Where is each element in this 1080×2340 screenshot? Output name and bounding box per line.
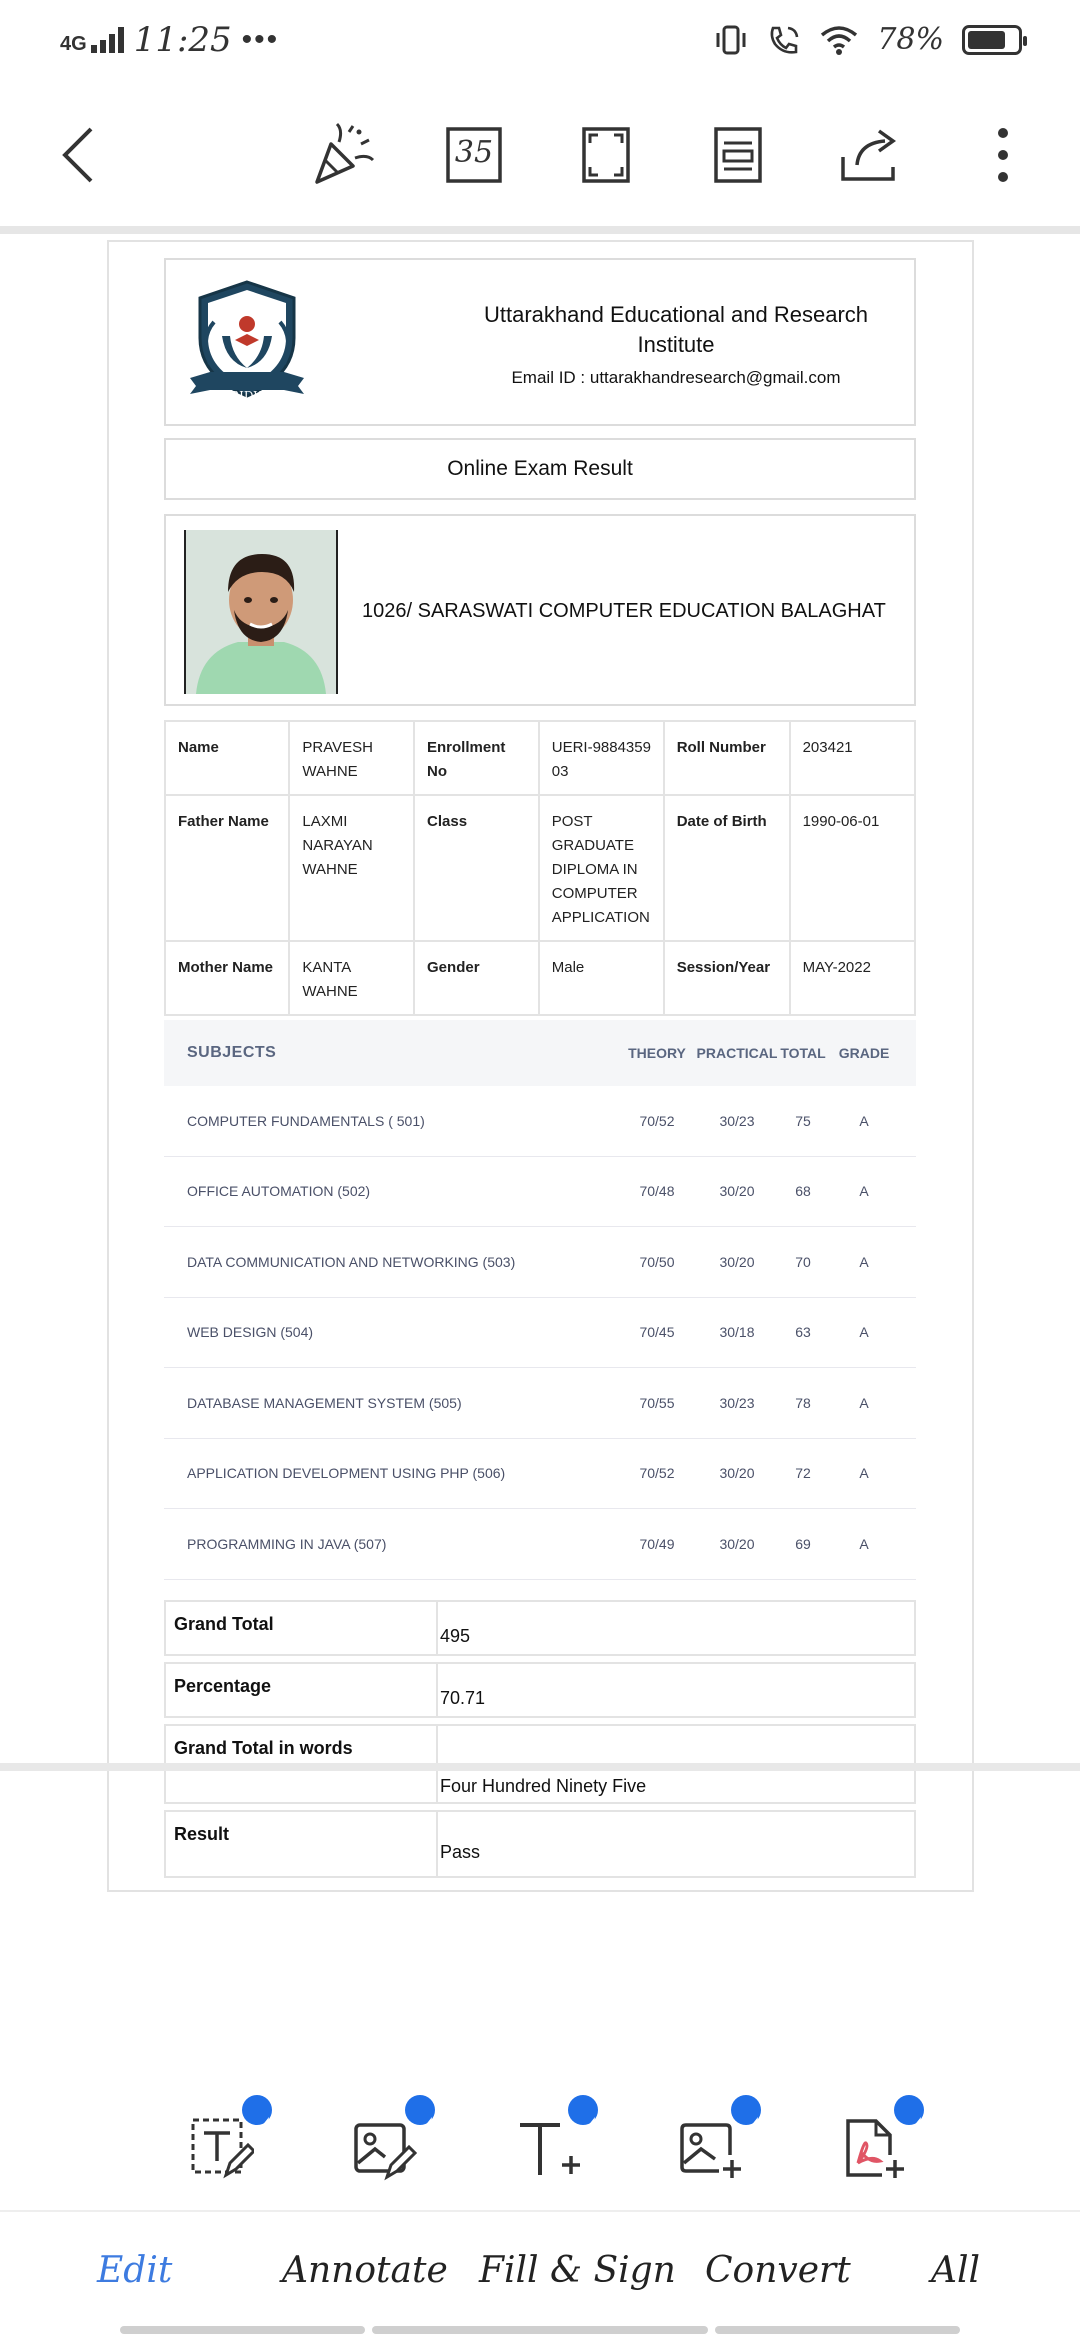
back-arrow-icon <box>59 125 99 185</box>
lightning-icon <box>423 2117 437 2135</box>
subject-row <box>164 1439 916 1510</box>
edit-image-tool[interactable] <box>335 2095 435 2195</box>
result-label: Result <box>166 1812 438 1876</box>
subject-row <box>164 1298 916 1369</box>
student-info-table <box>164 720 916 1016</box>
subject-row <box>164 1157 916 1228</box>
info-row <box>165 941 915 1015</box>
father-label: Father Name <box>165 795 289 941</box>
lightning-icon <box>749 2117 763 2135</box>
toolbar-divider <box>0 226 1080 234</box>
mother-label: Mother Name <box>165 941 289 1015</box>
theory-marks: 70/52 <box>639 1465 675 1482</box>
theory-header: THEORY <box>628 1045 686 1061</box>
subject-name: APPLICATION DEVELOPMENT USING PHP (506) <box>187 1465 506 1482</box>
page-number: 35 <box>454 135 494 170</box>
total-marks: 70 <box>795 1253 811 1270</box>
page-jump-button[interactable] <box>439 120 509 190</box>
subject-name: DATABASE MANAGEMENT SYSTEM (505) <box>187 1394 462 1411</box>
more-options-button[interactable] <box>968 120 1038 190</box>
premium-badge <box>731 2095 761 2125</box>
tab-edit[interactable]: Edit <box>97 2250 173 2291</box>
document-layout-icon <box>713 125 763 185</box>
total-header: TOTAL <box>780 1045 826 1061</box>
grade-value: A <box>859 1394 869 1411</box>
info-row <box>165 721 915 795</box>
subject-rows <box>164 1086 916 1580</box>
top-toolbar <box>0 110 1080 200</box>
subject-row <box>164 1086 916 1157</box>
class-value: POST GRADUATE DIPLOMA IN COMPUTER APPLICATION <box>539 795 664 941</box>
network-indicator <box>60 27 124 53</box>
tab-convert[interactable]: Convert <box>705 2250 851 2291</box>
mother-name: KANTA WAHNE <box>289 941 414 1015</box>
grand-total-label: Grand Total <box>166 1602 438 1654</box>
theory-marks: 70/49 <box>639 1535 675 1552</box>
subject-name: OFFICE AUTOMATION (502) <box>187 1183 371 1200</box>
fit-screen-button[interactable] <box>571 120 641 190</box>
bottom-tabs <box>0 2250 1080 2310</box>
practical-marks: 30/20 <box>719 1253 755 1270</box>
result-title: Online Exam Result <box>164 438 916 500</box>
subject-row <box>164 1368 916 1439</box>
subject-name: WEB DESIGN (504) <box>187 1324 314 1341</box>
gender-label: Gender <box>414 941 539 1015</box>
enrollment-label: Enrollment No <box>414 721 539 795</box>
practical-marks: 30/23 <box>719 1112 755 1129</box>
subject-row <box>164 1509 916 1580</box>
grade-header: GRADE <box>838 1045 890 1061</box>
class-label: Class <box>414 795 539 941</box>
practical-marks: 30/20 <box>719 1465 755 1482</box>
fullscreen-icon <box>581 125 631 185</box>
add-pdf-tool[interactable] <box>824 2095 924 2195</box>
add-image-icon <box>679 2117 743 2181</box>
info-row <box>165 795 915 941</box>
practical-marks: 30/23 <box>719 1394 755 1411</box>
dob-value: 1990-06-01 <box>790 795 915 941</box>
result-row <box>164 1810 916 1878</box>
percentage-value: 70.71 <box>440 1688 486 1708</box>
lightning-icon <box>260 2117 274 2135</box>
wifi-calling-icon <box>767 24 801 56</box>
subjects-header <box>164 1020 916 1086</box>
party-popper-icon <box>309 122 375 188</box>
more-notifications-icon: ••• <box>241 23 280 56</box>
lightning-icon <box>586 2117 600 2135</box>
signal-icon <box>91 27 124 53</box>
theory-marks: 70/48 <box>639 1183 675 1200</box>
grand-total-words-label: Grand Total in words <box>166 1726 438 1802</box>
grade-value: A <box>859 1112 869 1129</box>
enrollment-number: UERI-988435903 <box>539 721 664 795</box>
total-marks: 69 <box>795 1535 811 1552</box>
edit-text-tool[interactable] <box>172 2095 272 2195</box>
roll-number: 203421 <box>790 721 915 795</box>
result-value: Pass <box>440 1842 481 1862</box>
premium-badge <box>894 2095 924 2125</box>
grand-total-row <box>164 1600 916 1656</box>
student-photo <box>184 530 338 694</box>
theory-marks: 70/55 <box>639 1394 675 1411</box>
more-vertical-icon <box>996 125 1010 185</box>
edit-tools <box>0 2095 1080 2195</box>
practical-marks: 30/20 <box>719 1535 755 1552</box>
status-left <box>60 20 279 60</box>
grade-value: A <box>859 1253 869 1270</box>
tab-indicator <box>715 2326 960 2334</box>
roll-label: Roll Number <box>664 721 790 795</box>
institute-header <box>164 258 916 426</box>
total-marks: 78 <box>795 1394 811 1411</box>
theory-marks: 70/52 <box>639 1112 675 1129</box>
theory-marks: 70/50 <box>639 1253 675 1270</box>
session-value: MAY-2022 <box>790 941 915 1015</box>
grand-total-value: 495 <box>440 1626 471 1646</box>
session-label: Session/Year <box>664 941 790 1015</box>
image-edit-icon <box>353 2117 417 2181</box>
celebrate-button[interactable] <box>307 120 377 190</box>
back-button[interactable] <box>44 120 114 190</box>
status-bar <box>0 0 1080 84</box>
grade-value: A <box>859 1324 869 1341</box>
total-marks: 68 <box>795 1183 811 1200</box>
subject-name: PROGRAMMING IN JAVA (507) <box>187 1535 387 1552</box>
subject-row <box>164 1227 916 1298</box>
center-name: 1026/ SARASWATI COMPUTER EDUCATION BALAGHAT <box>362 600 886 622</box>
tab-annotate[interactable]: Annotate <box>282 2250 448 2291</box>
tools-divider <box>0 2210 1080 2212</box>
subjects-header-label: SUBJECTS <box>187 1044 277 1061</box>
total-marks: 75 <box>795 1112 811 1129</box>
name-label: Name <box>165 721 289 795</box>
percentage-row <box>164 1662 916 1718</box>
institute-email: Email ID : uttarakhandresearch@gmail.com <box>511 368 841 387</box>
lightning-icon <box>912 2117 926 2135</box>
battery-fill <box>968 31 1005 49</box>
dob-label: Date of Birth <box>664 795 790 941</box>
grade-value: A <box>859 1535 869 1552</box>
practical-marks: 30/20 <box>719 1183 755 1200</box>
pdf-add-icon <box>842 2117 906 2181</box>
tab-indicator <box>372 2326 708 2334</box>
tab-fill-sign[interactable]: Fill & Sign <box>479 2250 676 2291</box>
network-type: 4G <box>60 33 87 55</box>
add-text-tool[interactable] <box>498 2095 598 2195</box>
subjects-table <box>164 1020 916 1580</box>
total-marks: 72 <box>795 1465 811 1482</box>
battery-percent: 78% <box>877 22 944 57</box>
student-photo-box <box>164 514 916 706</box>
total-marks: 63 <box>795 1324 811 1341</box>
pdf-page <box>107 240 974 1892</box>
grade-value: A <box>859 1183 869 1200</box>
vibrate-icon <box>713 24 749 56</box>
text-edit-icon <box>190 2117 254 2181</box>
share-button[interactable] <box>835 120 905 190</box>
gender-value: Male <box>539 941 664 1015</box>
premium-badge <box>242 2095 272 2125</box>
premium-badge <box>568 2095 598 2125</box>
student-name: PRAVESH WAHNE <box>289 721 414 795</box>
wifi-icon <box>819 24 859 56</box>
practical-marks: 30/18 <box>719 1324 755 1341</box>
tab-all[interactable]: All <box>931 2250 981 2291</box>
theory-marks: 70/45 <box>639 1324 675 1341</box>
father-name: LAXMI NARAYAN WAHNE <box>289 795 414 941</box>
page-break-divider <box>0 1763 1080 1771</box>
institute-name: Uttarakhand Educational and Research Institute <box>483 302 869 357</box>
student-photo-image <box>186 530 336 694</box>
subject-name: DATA COMMUNICATION AND NETWORKING (503) <box>187 1253 516 1270</box>
subject-name: COMPUTER FUNDAMENTALS ( 501) <box>187 1112 425 1129</box>
logo-text: HARIDWAR <box>211 389 283 403</box>
add-text-icon <box>516 2117 580 2181</box>
battery-icon <box>962 25 1022 55</box>
percentage-label: Percentage <box>166 1664 438 1716</box>
premium-badge <box>405 2095 435 2125</box>
grade-value: A <box>859 1465 869 1482</box>
grand-total-words-value: Four Hundred Ninety Five <box>440 1776 647 1796</box>
read-mode-button[interactable] <box>703 120 773 190</box>
tab-indicator <box>120 2326 365 2334</box>
share-icon <box>839 125 901 185</box>
status-time: 11:25 <box>133 20 232 60</box>
status-right <box>713 22 1022 57</box>
add-image-tool[interactable] <box>661 2095 761 2195</box>
practical-header: PRACTICAL <box>696 1045 778 1061</box>
